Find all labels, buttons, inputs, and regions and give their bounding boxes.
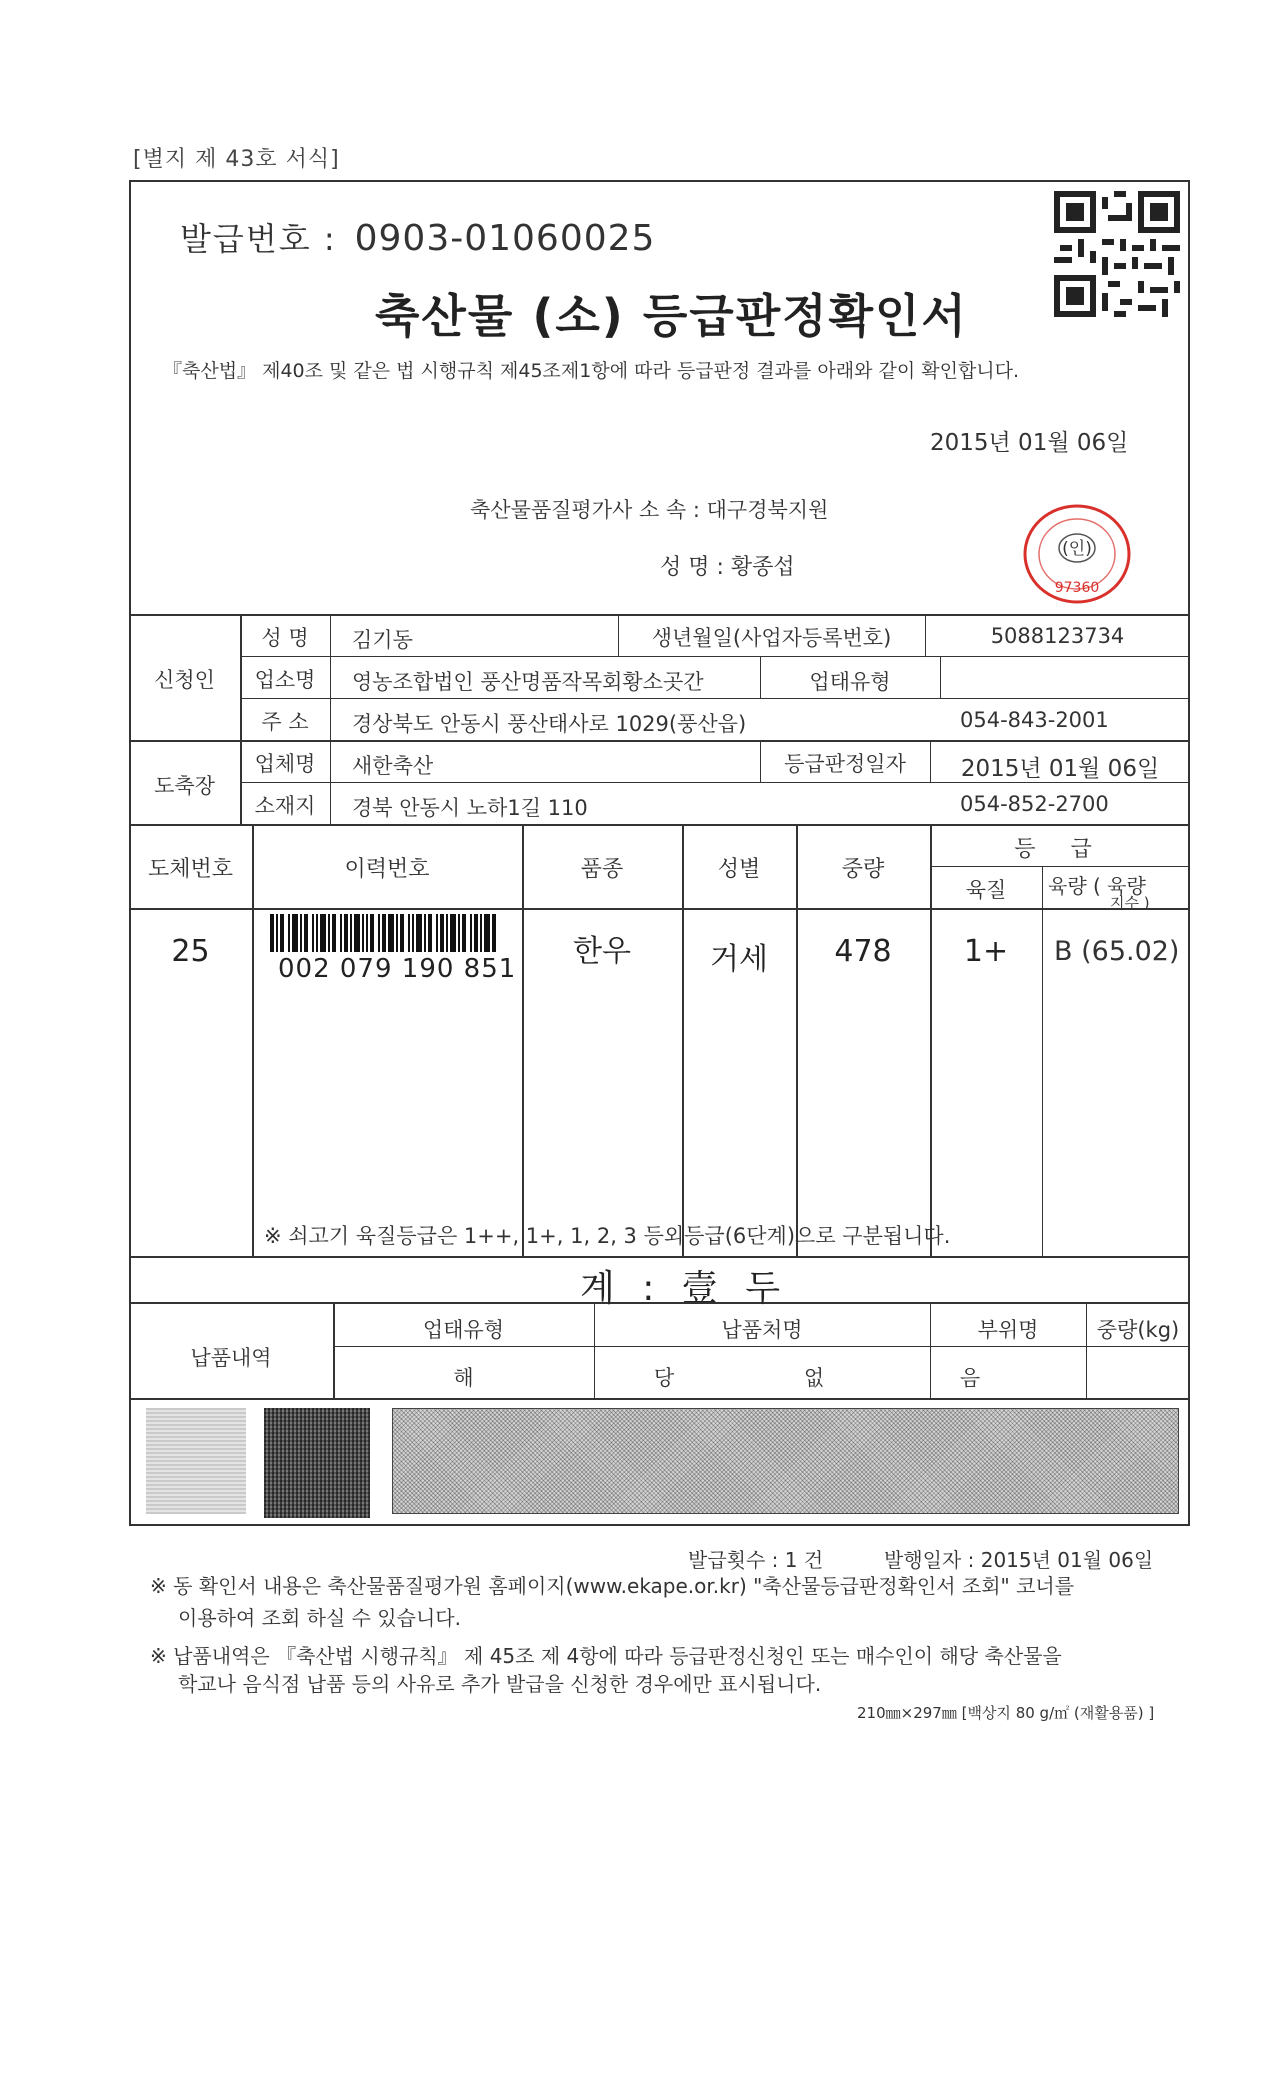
rule: [930, 866, 1190, 867]
rule: [129, 908, 1190, 910]
delivery-value: 음: [959, 1366, 981, 1390]
applicant-section-label: 신청인: [154, 668, 215, 692]
applicant-company-label: 업소명: [254, 668, 316, 692]
carcass-no-header: 도체번호: [147, 857, 233, 882]
barcode-icon: [270, 914, 496, 952]
delivery-header-weight: 중량(kg): [1096, 1318, 1180, 1342]
seal-number: 97360: [1054, 580, 1100, 596]
rule: [240, 698, 1190, 699]
delivery-header-cut: 부위명: [977, 1318, 1039, 1342]
slaughterhouse-phone: 054-852-2700: [960, 792, 1109, 816]
yield-header: 육량 ( 육량: [1048, 874, 1146, 898]
issue-number-value: 0903-01060025: [354, 218, 656, 259]
inspector-affiliation: 축산물품질평가사 소 속 : 대구경북지원: [470, 498, 829, 522]
applicant-address-label: 주 소: [261, 710, 309, 734]
yield-grade: B (65.02): [1054, 936, 1180, 967]
grade-header: 등 급: [1014, 837, 1106, 862]
note-2-line-1: ※ 납품내역은 『축산법 시행규칙』 제 45조 제 4항에 따라 등급판정신청인 또는 매수인이 해당 축산물을: [150, 1644, 1062, 1668]
weight: 478: [834, 934, 892, 969]
applicant-biz-type-label: 업태유형: [809, 670, 891, 694]
delivery-header-biz-type: 업태유형: [422, 1318, 505, 1342]
slaughterhouse-location-label: 소재지: [254, 794, 316, 818]
applicant-birth: 5088123734: [990, 624, 1125, 648]
issue-number: [180, 214, 655, 260]
grade-note: ※ 쇠고기 육질등급은 1++, 1+, 1, 2, 3 등외등급(6단계)으로 구분됩니다.: [264, 1224, 951, 1248]
rule: [1042, 866, 1043, 1256]
yield-index-header: 지수 ): [1110, 894, 1150, 912]
sex-header: 성별: [717, 857, 761, 882]
rule: [129, 614, 1190, 616]
rule: [522, 824, 524, 1256]
meat-quality-grade: 1+: [963, 934, 1009, 969]
issue-number-label: 발급번호 :: [180, 220, 337, 258]
legal-statement: 『축산법』 제40조 및 같은 법 시행규칙 제45조제1항에 따라 등급판정 결과를 아래와 같이 확인합니다.: [163, 360, 1020, 382]
trace-no-header: 이력번호: [344, 857, 430, 882]
trace-number: 002 079 190 851: [278, 954, 517, 984]
paper-spec: 210㎜×297㎜ [백상지 80 g/㎡ (재활용품) ]: [857, 1704, 1155, 1722]
delivery-value: 해: [453, 1366, 474, 1390]
security-pattern-dark: [264, 1408, 370, 1518]
total-count: 계 : 壹 두: [580, 1268, 789, 1309]
security-pattern-light: [146, 1408, 246, 1514]
rule: [129, 1398, 1190, 1400]
slaughterhouse-location: 경북 안동시 노하1길 110: [352, 796, 588, 820]
slaughterhouse-name-label: 업체명: [254, 752, 316, 776]
slaughterhouse-name: 새한축산: [352, 754, 434, 778]
delivery-header-client: 납품처명: [721, 1318, 803, 1342]
applicant-name-label: 성 명: [261, 626, 309, 650]
grading-date-label: 등급판정일자: [784, 752, 906, 776]
footer-issue-date: 발행일자 : 2015년 01월 06일: [884, 1548, 1154, 1572]
rule: [129, 1256, 1190, 1258]
rule: [330, 614, 331, 824]
rule: [940, 656, 941, 698]
issue-count: 발급횟수 : 1 건: [688, 1548, 824, 1572]
delivery-value: 없: [803, 1366, 825, 1390]
applicant-company: 영농조합법인 풍산명품작목회황소곳간: [352, 670, 704, 694]
form-id: [별지 제 43호 서식]: [133, 147, 340, 172]
delivery-value: 당: [653, 1366, 675, 1390]
rule: [252, 824, 254, 1256]
rule: [129, 740, 1190, 742]
inspector-name: 성 명 : 황종섭: [660, 555, 795, 580]
document-title: 축산물 (소) 등급판정확인서: [375, 289, 968, 343]
seal-text: (인): [1062, 539, 1092, 559]
rule: [796, 824, 798, 1256]
security-pattern-wide: [392, 1408, 1179, 1514]
delivery-section-label: 납품내역: [190, 1346, 272, 1370]
note-1-line-1: ※ 동 확인서 내용은 축산물품질평가원 홈페이지(www.ekape.or.kr) "축산물등급판정확인서 조회" 코너를: [150, 1574, 1075, 1598]
meat-quality-header: 육질: [965, 878, 1007, 902]
qr-code-icon: [1054, 190, 1180, 318]
rule: [333, 1346, 1190, 1347]
note-1-line-2: 이용하여 조회 하실 수 있습니다.: [178, 1606, 461, 1630]
rule: [240, 656, 1190, 657]
slaughterhouse-section-label: 도축장: [154, 774, 215, 798]
breed-header: 품종: [580, 857, 624, 882]
issue-date: 2015년 01월 06일: [930, 430, 1129, 456]
applicant-birth-label: 생년월일(사업자등록번호): [651, 626, 892, 650]
rule: [129, 824, 1190, 826]
note-2-line-2: 학교나 음식점 납품 등의 사유로 추가 발급을 신청한 경우에만 표시됩니다.: [178, 1672, 822, 1696]
carcass-number: 25: [171, 934, 210, 969]
applicant-name: 김기동: [352, 628, 413, 652]
applicant-address: 경상북도 안동시 풍산태사로 1029(풍산읍): [352, 712, 747, 736]
grading-date: 2015년 01월 06일: [960, 756, 1160, 782]
breed: 한우: [573, 934, 631, 969]
official-seal-icon: [1017, 502, 1137, 606]
applicant-phone: 054-843-2001: [960, 708, 1109, 732]
weight-header: 중량: [841, 857, 885, 882]
sex: 거세: [710, 942, 768, 977]
rule: [682, 824, 684, 1256]
